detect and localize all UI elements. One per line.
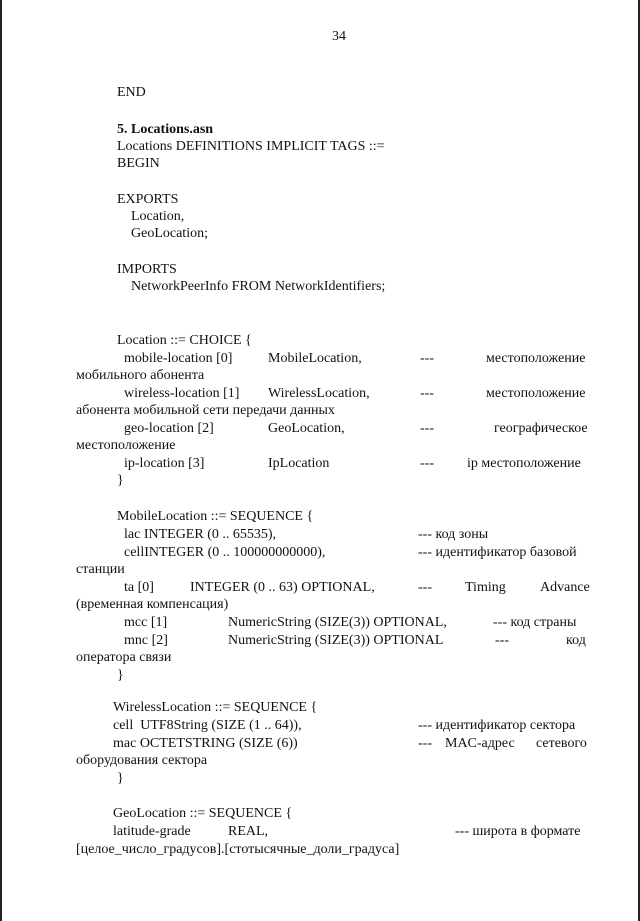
code-line: Timing (465, 580, 506, 595)
code-line: cellINTEGER (0 .. 100000000000), (124, 545, 326, 560)
code-line: IMPORTS (117, 262, 177, 277)
code-line: BEGIN (117, 156, 160, 171)
code-line: --- код зоны (418, 527, 489, 542)
end-keyword: END (117, 85, 146, 100)
code-line: --- (495, 633, 509, 648)
code-line: NumericString (SIZE(3)) OPTIONAL (228, 633, 444, 648)
code-line: } (117, 668, 124, 683)
code-line: [целое_число_градусов].[стотысячные_доли_градуса] (76, 842, 400, 857)
code-line: --- идентификатор сектора (418, 718, 576, 733)
code-line: mobile-location [0] (124, 351, 233, 366)
code-line: WirelessLocation ::= SEQUENCE { (113, 700, 318, 715)
code-line: абонента мобильной сети передачи данных (76, 403, 335, 418)
code-line: местоположение (486, 351, 586, 366)
code-line: станции (76, 562, 125, 577)
code-line: --- (420, 351, 434, 366)
code-line: --- (418, 580, 432, 595)
code-line: mac OCTETSTRING (SIZE (6)) (113, 736, 298, 751)
page-number: 34 (332, 29, 346, 44)
section-heading: 5. Locations.asn (117, 122, 214, 137)
code-line: latitude-grade (113, 824, 191, 839)
code-line: код (566, 633, 586, 648)
code-line: Advance (540, 580, 590, 595)
code-line: --- (420, 386, 434, 401)
code-line: --- код страны (493, 615, 577, 630)
code-line: оборудования сектора (76, 753, 208, 768)
code-line: Location ::= CHOICE { (117, 333, 252, 348)
code-line: cell UTF8String (SIZE (1 .. 64)), (113, 718, 302, 733)
code-line: --- (420, 421, 434, 436)
code-line: MobileLocation, (268, 351, 362, 366)
code-line: geo-location [2] (124, 421, 214, 436)
code-line: IpLocation (268, 456, 330, 471)
code-line: ta [0] (124, 580, 154, 595)
code-line: MobileLocation ::= SEQUENCE { (117, 509, 314, 524)
code-line: мобильного абонента (76, 368, 205, 383)
code-line: REAL, (228, 824, 269, 839)
code-line: GeoLocation; (131, 226, 208, 241)
code-line: ip местоположение (467, 456, 581, 471)
code-line: mnc [2] (124, 633, 168, 648)
code-line: } (117, 473, 124, 488)
code-line: местоположение (486, 386, 586, 401)
code-line: NetworkPeerInfo FROM NetworkIdentifiers; (131, 279, 386, 294)
code-line: INTEGER (0 .. 63) OPTIONAL, (190, 580, 375, 595)
code-line: } (117, 771, 124, 786)
code-line: GeoLocation, (268, 421, 345, 436)
code-line: MAC-адрес (445, 736, 515, 751)
code-line: Location, (131, 209, 185, 224)
code-line: (временная компенсация) (76, 597, 229, 612)
code-line: --- широта в формате (455, 824, 581, 839)
code-line: Locations DEFINITIONS IMPLICIT TAGS ::= (117, 139, 385, 154)
code-line: wireless-location [1] (124, 386, 240, 401)
code-line: lac INTEGER (0 .. 65535), (124, 527, 277, 542)
code-line: ip-location [3] (124, 456, 205, 471)
scan-left-edge (0, 0, 2, 921)
code-line: WirelessLocation, (268, 386, 370, 401)
code-line: mcc [1] (124, 615, 168, 630)
code-line: NumericString (SIZE(3)) OPTIONAL, (228, 615, 447, 630)
code-line: GeoLocation ::= SEQUENCE { (113, 806, 293, 821)
code-line: географическое (494, 421, 588, 436)
code-line: --- (420, 456, 434, 471)
code-line: оператора связи (76, 650, 172, 665)
code-line: --- (418, 736, 432, 751)
code-line: местоположение (76, 438, 176, 453)
code-line: EXPORTS (117, 192, 179, 207)
code-line: сетевого (536, 736, 587, 751)
code-line: --- идентификатор базовой (418, 545, 577, 560)
